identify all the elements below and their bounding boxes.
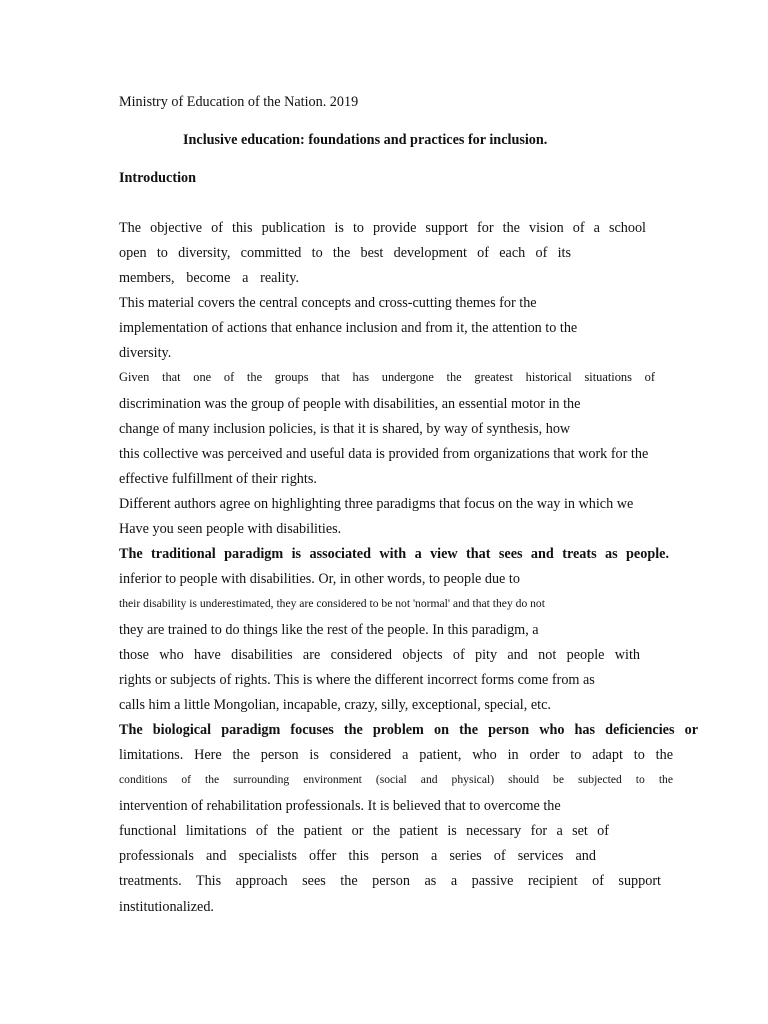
text-line: this collective was perceived and useful data is provided from organizations that work for the (119, 446, 649, 462)
text-line: change of many inclusion policies, is that it is shared, by way of synthesis, how (119, 421, 571, 437)
text-line: Have you seen people with disabilities. (119, 521, 342, 537)
text-line: institutionalized. (119, 899, 214, 915)
text-line: This material covers the central concepts and cross-cutting themes for the (119, 295, 537, 311)
text-line: Given that one of the groups that has undergone the greatest historical situations of (119, 370, 655, 384)
source-line: Ministry of Education of the Nation. 2019 (119, 94, 359, 110)
text-line: treatments. This approach sees the person as a passive recipient of support (119, 873, 661, 889)
text-line: The objective of this publication is to provide support for the vision of a school (119, 220, 646, 236)
text-line: limitations. Here the person is considered a patient, who in order to adapt to the (119, 747, 673, 763)
text-line: they are trained to do things like the rest of the people. In this paradigm, a (119, 622, 539, 638)
document-title: Inclusive education: foundations and practices for inclusion. (183, 132, 548, 148)
text-line: discrimination was the group of people with disabilities, an essential motor in the (119, 396, 581, 412)
section-heading: Introduction (119, 170, 196, 186)
text-line: professionals and specialists offer this person a series of services and (119, 848, 596, 864)
text-line: open to diversity, committed to the best development of each of its (119, 245, 571, 261)
text-line: functional limitations of the patient or the patient is necessary for a set of (119, 823, 609, 839)
text-line: Different authors agree on highlighting three paradigms that focus on the way in which we (119, 496, 634, 512)
text-line: conditions of the surrounding environment (social and physical) should be subjected to the (119, 773, 673, 786)
text-line: inferior to people with disabilities. Or, in other words, to people due to (119, 571, 520, 587)
text-line: implementation of actions that enhance inclusion and from it, the attention to the (119, 320, 578, 336)
text-line: members, become a reality. (119, 270, 299, 286)
text-line: effective fulfillment of their rights. (119, 471, 317, 487)
text-line: those who have disabilities are considered objects of pity and not people with (119, 647, 640, 663)
text-line: their disability is underestimated, they are considered to be not 'normal' and that they do not (119, 597, 545, 610)
text-line: The traditional paradigm is associated with a view that sees and treats as people. (119, 546, 669, 562)
text-line: rights or subjects of rights. This is where the different incorrect forms come from as (119, 672, 595, 688)
text-line: The biological paradigm focuses the problem on the person who has deficiencies or (119, 722, 698, 738)
text-line: intervention of rehabilitation professionals. It is believed that to overcome the (119, 798, 561, 814)
text-line: calls him a little Mongolian, incapable, crazy, silly, exceptional, special, etc. (119, 697, 551, 713)
text-line: diversity. (119, 345, 172, 361)
